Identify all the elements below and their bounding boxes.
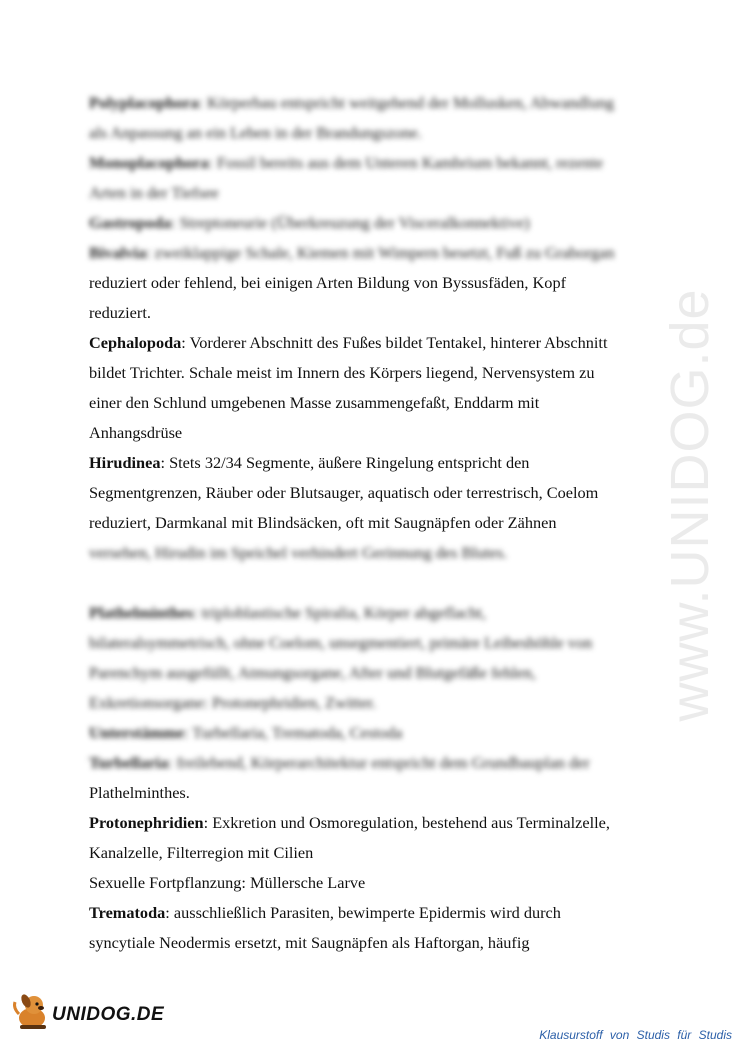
line-text: : Turbellaria, Trematoda, Cestoda [183, 723, 403, 742]
text-line [89, 633, 592, 653]
line-text: syncytiale Neodermis ersetzt, mit Saugnäpfen als Haftorgan, häufig [89, 933, 530, 952]
line-text: bilateralsymmetrisch, ohne Coelom, unsegmentiert, primäre Leibeshöhle von [89, 633, 593, 652]
line-text: als Anpassung an ein Leben in der Brandungszone. [89, 123, 422, 142]
line-text: : Vorderer Abschnitt des Fußes bildet Tentakel, hinterer Abschnitt [181, 333, 608, 352]
term-label: Bivalvia [89, 243, 146, 262]
line-text: : Exkretion und Osmoregulation, bestehend aus Terminalzelle, [203, 813, 610, 832]
text-line [89, 363, 595, 383]
text-line [89, 513, 556, 533]
line-text: reduziert oder fehlend, bei einigen Arten Bildung von Byssusfäden, Kopf [89, 273, 567, 292]
text-line [89, 933, 530, 953]
term-label: Cephalopoda [89, 333, 182, 352]
line-text: versehen, Hirudin im Speichel verhindert Gerinnung des Blutes. [89, 543, 508, 562]
text-line [89, 813, 610, 833]
term-label: Monoplacophora [89, 153, 209, 172]
text-line [89, 603, 486, 623]
text-line [89, 903, 561, 923]
line-text: : zweiklappige Schale, Kiemen mit Wimpern besetzt, Fuß zu Graborgan [146, 243, 615, 262]
text-line [89, 783, 190, 803]
line-text: : triploblastische Spiralia, Körper abgeflacht, [193, 603, 486, 622]
term-label: Trematoda [89, 903, 166, 922]
line-text: reduziert, Darmkanal mit Blindsäcken, oft mit Saugnäpfen oder Zähnen [89, 513, 557, 532]
logo-text: UNIDOG.DE [52, 1004, 165, 1025]
line-text: Segmentgrenzen, Räuber oder Blutsauger, aquatisch oder terrestrisch, Coelom [89, 483, 599, 502]
watermark-text: www.UNIDOG.de [660, 288, 720, 722]
term-label: Plathelminthes [89, 603, 194, 622]
line-text: : freilebend, Körperarchitektur entspricht dem Grundbauplan der [168, 753, 590, 772]
text-line [89, 153, 603, 173]
text-line [89, 213, 530, 233]
text-line [89, 693, 376, 713]
text-line [89, 423, 182, 443]
term-label: Unterstämme [89, 723, 184, 742]
unidog-logo[interactable] [10, 990, 165, 1040]
line-text: Sexuelle Fortpflanzung: Müllersche Larve [89, 873, 366, 892]
line-text: reduziert. [89, 303, 151, 322]
text-line [89, 483, 598, 503]
text-line [89, 123, 422, 143]
line-text: Anhangsdrüse [89, 423, 183, 442]
text-line [89, 183, 219, 203]
text-line [89, 453, 529, 473]
term-label: Turbellaria [89, 753, 169, 772]
term-label: Protonephridien [89, 813, 204, 832]
line-text: : Körperbau entspricht weitgehend der Mollusken, Abwandlung [198, 93, 614, 112]
line-text: Plathelminthes. [89, 783, 190, 802]
term-label: Gastropoda [89, 213, 172, 232]
line-text: Arten in der Tiefsee [89, 183, 219, 202]
term-label: Hirudinea [89, 453, 161, 472]
text-line [89, 303, 151, 323]
line-text: : Stets 32/34 Segmente, äußere Ringelung entspricht den [160, 453, 530, 472]
term-label: Polyplacophora [89, 93, 199, 112]
footer-tagline: Klausurstoff von Studis für Studis [539, 1028, 732, 1042]
text-line [89, 273, 566, 293]
line-text: : Streptoneurie (Überkreuzung der Visceralkonnektive) [171, 213, 530, 232]
text-line [89, 243, 615, 263]
text-line [89, 663, 536, 683]
text-line [89, 843, 313, 863]
text-line [89, 333, 607, 353]
text-line [89, 753, 590, 773]
text-line [89, 873, 365, 893]
text-line [89, 723, 402, 743]
line-text: Parenchym ausgefüllt, Atmungsorgane, After und Blutgefäße fehlen, [89, 663, 536, 682]
line-text: Kanalzelle, Filterregion mit Cilien [89, 843, 314, 862]
line-text: : ausschließlich Parasiten, bewimperte Epidermis wird durch [165, 903, 561, 922]
line-text: bildet Trichter. Schale meist im Innern des Körpers liegend, Nervensystem zu [89, 363, 595, 382]
watermark [620, 270, 750, 740]
text-line [89, 543, 507, 563]
line-text: : Fossil bereits aus dem Unteren Kambrium bekannt, rezente [208, 153, 604, 172]
text-line [89, 93, 614, 113]
text-line [89, 393, 539, 413]
line-text: einer den Schlund umgebenen Masse zusammengefaßt, Enddarm mit [89, 393, 540, 412]
line-text: Exkretionsorgane: Protonephridien, Zwitter. [89, 693, 377, 712]
dog-mascot-icon [10, 992, 54, 1032]
